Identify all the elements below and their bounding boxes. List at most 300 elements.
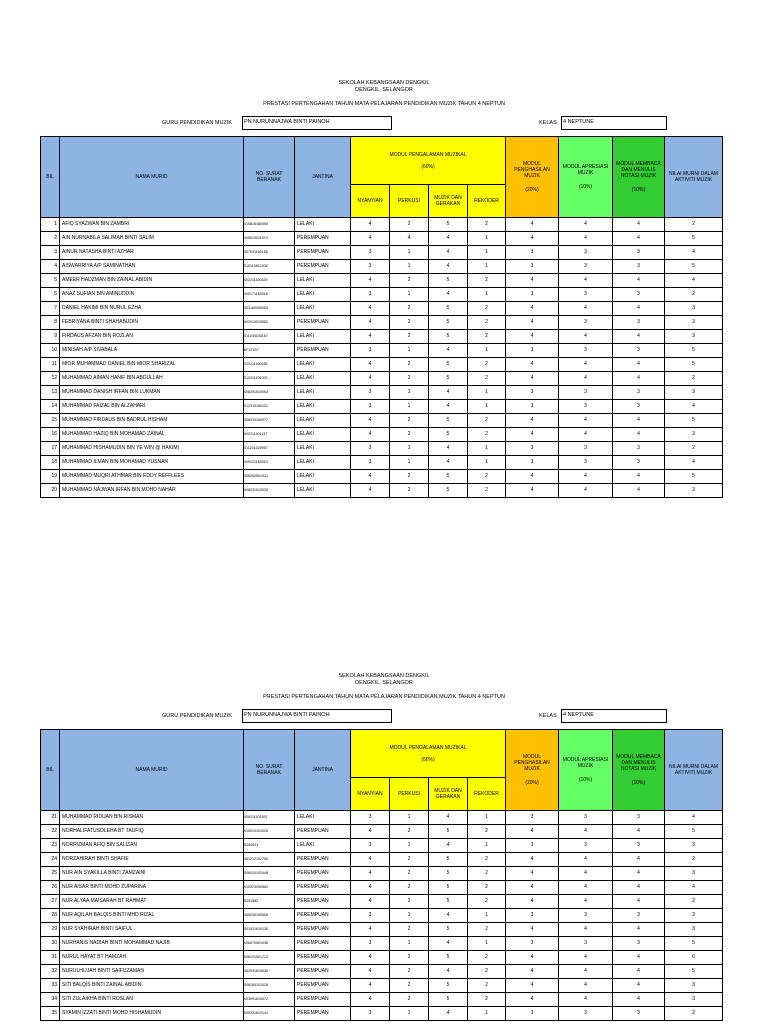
cell-notasi: 3 — [613, 386, 665, 400]
cell-apresiasi: 4 — [559, 923, 613, 937]
cell-apresiasi: 3 — [559, 937, 613, 951]
cell-nama: MUHAMMAD AIMAN HANIF BIN ABDULLAH — [60, 372, 244, 386]
cell-muzik-gerakan: 5 — [429, 218, 468, 232]
modul-apresiasi-title: MODUL APRESIASI MUZIK — [562, 164, 609, 176]
cell-rekoder: 2 — [468, 979, 506, 993]
cell-perkusi: 2 — [390, 330, 429, 344]
cell-bil: 14 — [41, 400, 60, 414]
col-nyanyian: NYANYIAN — [351, 185, 390, 218]
cell-perkusi: 2 — [390, 853, 429, 867]
cell-penghasilan: 4 — [506, 993, 559, 1007]
cell-muzik-gerakan: 4 — [429, 288, 468, 302]
col-bil: BIL — [41, 137, 60, 218]
cell-notasi: 3 — [613, 400, 665, 414]
cell-notasi: 4 — [613, 484, 665, 498]
cell-notasi: 4 — [613, 414, 665, 428]
cell-jantina: PEREMPUAN — [295, 923, 351, 937]
table-row — [41, 358, 723, 372]
col-modul-penghasilan — [506, 730, 559, 811]
cell-nyanyian: 4 — [351, 853, 390, 867]
cell-nyanyian: 4 — [351, 825, 390, 839]
cell-surat: 010816160059 — [244, 218, 295, 232]
cell-nilai: 2 — [665, 895, 723, 909]
cell-penghasilan: 4 — [506, 951, 559, 965]
col-nama: NAMA MURID — [60, 730, 244, 811]
cell-perkusi: 1 — [390, 386, 429, 400]
cell-perkusi: 1 — [390, 937, 429, 951]
cell-surat: 006101501713 — [244, 951, 295, 965]
cell-jantina: PEREMPUAN — [295, 951, 351, 965]
cell-nilai: 6 — [665, 951, 723, 965]
cell-perkusi: 1 — [390, 288, 429, 302]
cell-nama: MUHAMMAD HISHAMUDIN BIN YE WIN @ HAKIMI — [60, 442, 244, 456]
cell-notasi: 3 — [613, 937, 665, 951]
cell-perkusi: 2 — [390, 993, 429, 1007]
table-row — [41, 260, 723, 274]
cell-muzik-gerakan: 5 — [429, 993, 468, 1007]
table-row — [41, 232, 723, 246]
cell-nyanyian: 4 — [351, 372, 390, 386]
cell-rekoder: 2 — [468, 867, 506, 881]
cell-muzik-gerakan: 5 — [429, 867, 468, 881]
cell-penghasilan: 4 — [506, 895, 559, 909]
cell-apresiasi: 4 — [559, 979, 613, 993]
cell-nyanyian: 4 — [351, 358, 390, 372]
cell-nyanyian: 3 — [351, 246, 390, 260]
cell-nilai: 4 — [665, 881, 723, 895]
col-surat: NO. SURAT BERANAK — [244, 137, 295, 218]
col-modul-apresiasi — [559, 730, 613, 811]
cell-apresiasi: 4 — [559, 853, 613, 867]
cell-notasi: 4 — [613, 951, 665, 965]
cell-surat: 009211101557 — [244, 811, 295, 825]
table-row — [41, 386, 723, 400]
table-row — [41, 909, 723, 923]
cell-apresiasi: 4 — [559, 358, 613, 372]
cell-perkusi: 2 — [390, 881, 429, 895]
cell-surat: 009121160013 — [244, 456, 295, 470]
cell-surat: 008180101028 — [244, 979, 295, 993]
cell-jantina: LELAKI — [295, 442, 351, 456]
cell-bil: 17 — [41, 442, 60, 456]
cell-perkusi: 2 — [390, 358, 429, 372]
cell-nilai: 5 — [665, 232, 723, 246]
class-field[interactable]: 4 NEPTUNE — [561, 116, 667, 130]
cell-bil: 15 — [41, 414, 60, 428]
cell-rekoder: 1 — [468, 937, 506, 951]
cell-perkusi: 2 — [390, 316, 429, 330]
cell-nyanyian: 4 — [351, 484, 390, 498]
col-jantina: JANTINA — [295, 137, 351, 218]
cell-penghasilan: 3 — [506, 1007, 559, 1021]
cell-surat: 011241025957 — [244, 442, 295, 456]
score-table — [40, 729, 723, 1021]
cell-penghasilan: 4 — [506, 358, 559, 372]
cell-notasi: 4 — [613, 825, 665, 839]
cell-apresiasi: 4 — [559, 330, 613, 344]
cell-nilai: 5 — [665, 260, 723, 274]
cell-bil: 26 — [41, 881, 60, 895]
cell-surat: 012310160101 — [244, 400, 295, 414]
table-row — [41, 330, 723, 344]
cell-nyanyian: 4 — [351, 965, 390, 979]
teacher-field[interactable]: PN NURUNNAJWA BINTI PAINOH — [242, 709, 392, 723]
cell-jantina: LELAKI — [295, 456, 351, 470]
cell-nilai: 3 — [665, 839, 723, 853]
cell-penghasilan: 4 — [506, 372, 559, 386]
cell-nilai: 2 — [665, 288, 723, 302]
cell-penghasilan: 4 — [506, 274, 559, 288]
cell-nilai: 5 — [665, 344, 723, 358]
table-row — [41, 825, 723, 839]
col-modul-pengalaman — [351, 137, 506, 185]
cell-apresiasi: 4 — [559, 232, 613, 246]
cell-notasi: 4 — [613, 965, 665, 979]
table-row — [41, 951, 723, 965]
teacher-field[interactable]: PN NURUNNAJWA BINTI PAINOH — [242, 116, 392, 130]
cell-notasi: 3 — [613, 344, 665, 358]
cell-nama: SITI ZULAIKHA BINTI ROSLAN — [60, 993, 244, 1007]
table-row — [41, 414, 723, 428]
cell-muzik-gerakan: 4 — [429, 232, 468, 246]
cell-nama: NORZAHIRAH BINTI SHAFIE — [60, 853, 244, 867]
cell-surat: 002010015952 — [244, 316, 295, 330]
cell-nama: NORRIZMAN AFIQ BIN SALIZAN — [60, 839, 244, 853]
col-nama: NAMA MURID — [60, 137, 244, 218]
cell-jantina: PEREMPUAN — [295, 232, 351, 246]
cell-bil: 29 — [41, 923, 60, 937]
cell-nyanyian: 4 — [351, 316, 390, 330]
cell-rekoder: 1 — [468, 260, 506, 274]
cell-penghasilan: 3 — [506, 442, 559, 456]
cell-notasi: 3 — [613, 442, 665, 456]
cell-nyanyian: 4 — [351, 867, 390, 881]
cell-jantina: PEREMPUAN — [295, 316, 351, 330]
cell-muzik-gerakan: 4 — [429, 456, 468, 470]
cell-muzik-gerakan: 5 — [429, 825, 468, 839]
cell-rekoder: 1 — [468, 246, 506, 260]
cell-nilai: 5 — [665, 937, 723, 951]
col-nilai: NILAI MURNI DALAM AKTIVITI MUZIK — [665, 730, 723, 811]
cell-nama: SITI BALQIS BINTI ZAINAL ABIDIN — [60, 979, 244, 993]
cell-bil: 4 — [41, 260, 60, 274]
cell-rekoder: 2 — [468, 895, 506, 909]
cell-nama: FIRDAUS AFZAN BIN ROZLAN — [60, 330, 244, 344]
cell-rekoder: 1 — [468, 456, 506, 470]
cell-nama: AIN NURNABILA SALIMAH BINTI SALIM — [60, 232, 244, 246]
cell-nyanyian: 3 — [351, 909, 390, 923]
cell-nyanyian: 4 — [351, 302, 390, 316]
cell-bil: 13 — [41, 386, 60, 400]
cell-notasi: 4 — [613, 853, 665, 867]
cell-notasi: 4 — [613, 302, 665, 316]
cell-jantina: PEREMPUAN — [295, 979, 351, 993]
table-row — [41, 1007, 723, 1021]
cell-nama: MUHAMMAD ILMAN BIN MOHAMAD YUSNAN — [60, 456, 244, 470]
cell-rekoder: 2 — [468, 218, 506, 232]
cell-notasi: 4 — [613, 274, 665, 288]
cell-rekoder: 1 — [468, 1007, 506, 1021]
cell-surat: 010311101093 — [244, 372, 295, 386]
cell-perkusi: 1 — [390, 1007, 429, 1021]
cell-jantina: PEREMPUAN — [295, 881, 351, 895]
cell-nama: NUR ALYAA MAISARAH BT RAHMAT — [60, 895, 244, 909]
cell-jantina: PEREMPUAN — [295, 853, 351, 867]
table-row — [41, 867, 723, 881]
cell-apresiasi: 4 — [559, 274, 613, 288]
cell-muzik-gerakan: 4 — [429, 909, 468, 923]
cell-surat: 005030100608 — [244, 909, 295, 923]
cell-jantina: LELAKI — [295, 218, 351, 232]
cell-apresiasi: 4 — [559, 428, 613, 442]
teacher-label: GURU PENDIDIKAN MUZIK — [162, 120, 232, 126]
cell-perkusi: 2 — [390, 484, 429, 498]
cell-penghasilan: 4 — [506, 965, 559, 979]
cell-notasi: 3 — [613, 811, 665, 825]
cell-penghasilan: 3 — [506, 386, 559, 400]
cell-muzik-gerakan: 4 — [429, 260, 468, 274]
cell-nyanyian: 4 — [351, 923, 390, 937]
cell-surat: BJ60921 — [244, 839, 295, 853]
cell-nama: ANAZ SUFIAN BIN AMINUDDIN — [60, 288, 244, 302]
modul-penghasilan-title: MODUL PENGHASILAN MUZIK — [514, 754, 550, 772]
modul-apresiasi-pct: (10%) — [578, 184, 593, 190]
cell-nilai: 5 — [665, 358, 723, 372]
cell-muzik-gerakan: 5 — [429, 358, 468, 372]
cell-nyanyian: 3 — [351, 456, 390, 470]
cell-muzik-gerakan: 5 — [429, 372, 468, 386]
cell-surat: 010023050562 — [244, 881, 295, 895]
cell-notasi: 4 — [613, 470, 665, 484]
cell-apresiasi: 3 — [559, 400, 613, 414]
cell-notasi: 4 — [613, 232, 665, 246]
cell-nilai: 4 — [665, 456, 723, 470]
cell-nyanyian: 4 — [351, 232, 390, 246]
cell-muzik-gerakan: 4 — [429, 442, 468, 456]
col-surat: NO. SURAT BERANAK — [244, 730, 295, 811]
cell-penghasilan: 4 — [506, 825, 559, 839]
cell-perkusi: 2 — [390, 965, 429, 979]
cell-nyanyian: 4 — [351, 470, 390, 484]
cell-notasi: 4 — [613, 330, 665, 344]
modul-penghasilan-pct: (20%) — [525, 187, 539, 193]
cell-bil: 35 — [41, 1007, 60, 1021]
cell-perkusi: 1 — [390, 839, 429, 853]
cell-rekoder: 2 — [468, 965, 506, 979]
cell-rekoder: 2 — [468, 923, 506, 937]
cell-apresiasi: 4 — [559, 470, 613, 484]
cell-apresiasi: 3 — [559, 909, 613, 923]
class-field[interactable]: 4 NEPTUNE — [561, 709, 667, 723]
cell-notasi: 4 — [613, 979, 665, 993]
cell-perkusi: 2 — [390, 274, 429, 288]
cell-rekoder: 2 — [468, 330, 506, 344]
cell-jantina: LELAKI — [295, 428, 351, 442]
cell-notasi: 3 — [613, 1007, 665, 1021]
cell-notasi: 4 — [613, 867, 665, 881]
cell-penghasilan: 3 — [506, 344, 559, 358]
cell-apresiasi: 3 — [559, 316, 613, 330]
cell-jantina: LELAKI — [295, 358, 351, 372]
col-nilai: NILAI MURNI DALAM AKTIVITI MUZIK — [665, 137, 723, 218]
cell-nilai: 3 — [665, 386, 723, 400]
cell-bil: 6 — [41, 288, 60, 302]
cell-muzik-gerakan: 5 — [429, 979, 468, 993]
table-row — [41, 428, 723, 442]
cell-bil: 2 — [41, 232, 60, 246]
cell-penghasilan: 4 — [506, 218, 559, 232]
cell-muzik-gerakan: 5 — [429, 484, 468, 498]
cell-nilai: 3 — [665, 979, 723, 993]
cell-nilai: 4 — [665, 811, 723, 825]
school-name: SEKOLAH KEBANGSAAN DENGKIL — [338, 673, 430, 679]
cell-bil: 32 — [41, 965, 60, 979]
cell-nama: NORHALIFATUSOLEHA BT TAUFIQ — [60, 825, 244, 839]
cell-apresiasi: 4 — [559, 414, 613, 428]
table-row — [41, 470, 723, 484]
cell-penghasilan: 4 — [506, 414, 559, 428]
cell-nyanyian: 3 — [351, 386, 390, 400]
cell-perkusi: 2 — [390, 923, 429, 937]
cell-muzik-gerakan: 5 — [429, 330, 468, 344]
cell-notasi: 3 — [613, 839, 665, 853]
cell-rekoder: 1 — [468, 288, 506, 302]
cell-muzik-gerakan: 4 — [429, 386, 468, 400]
cell-nama: MUHAMMAD FAIZAL BIN ALZAHARI — [60, 400, 244, 414]
cell-bil: 1 — [41, 218, 60, 232]
table-row — [41, 372, 723, 386]
cell-nyanyian: 4 — [351, 881, 390, 895]
table-row — [41, 484, 723, 498]
cell-rekoder: 2 — [468, 470, 506, 484]
cell-penghasilan: 3 — [506, 246, 559, 260]
cell-apresiasi: 3 — [559, 442, 613, 456]
cell-muzik-gerakan: 4 — [429, 965, 468, 979]
cell-notasi: 4 — [613, 358, 665, 372]
col-perkusi: PERKUSI — [390, 185, 429, 218]
cell-jantina: PEREMPUAN — [295, 993, 351, 1007]
cell-nama: MUHAMMAD DANISH IRFAN BIN LUKMAN — [60, 386, 244, 400]
cell-apresiasi: 3 — [559, 386, 613, 400]
cell-bil: 18 — [41, 456, 60, 470]
cell-jantina: LELAKI — [295, 288, 351, 302]
modul-pengalaman-pct: (60%) — [421, 756, 435, 763]
cell-notasi: 4 — [613, 923, 665, 937]
cell-nyanyian: 3 — [351, 1007, 390, 1021]
col-modul-apresiasi — [559, 137, 613, 218]
cell-apresiasi: 3 — [559, 811, 613, 825]
cell-perkusi: 2 — [390, 825, 429, 839]
cell-surat: 006260501031 — [244, 470, 295, 484]
cell-apresiasi: 3 — [559, 260, 613, 274]
cell-perkusi: 1 — [390, 442, 429, 456]
cell-rekoder: 2 — [468, 853, 506, 867]
cell-penghasilan: 4 — [506, 923, 559, 937]
cell-jantina: PEREMPUAN — [295, 895, 351, 909]
cell-perkusi: 1 — [390, 811, 429, 825]
cell-notasi: 3 — [613, 246, 665, 260]
cell-rekoder: 2 — [468, 358, 506, 372]
cell-penghasilan: 4 — [506, 330, 559, 344]
cell-nama: MUHAMMAD HAZIQ BIN MOHAMAD ZAINAL — [60, 428, 244, 442]
cell-nilai: 3 — [665, 428, 723, 442]
cell-bil: 8 — [41, 316, 60, 330]
modul-notasi-pct: (10%) — [631, 780, 646, 786]
cell-rekoder: 1 — [468, 386, 506, 400]
cell-nama: MUHAMMAD RIDUAN BIN RISMAN — [60, 811, 244, 825]
cell-apresiasi: 3 — [559, 344, 613, 358]
col-muzik-gerakan: MUZIK DAN GERAKAN — [429, 778, 468, 811]
cell-bil: 28 — [41, 909, 60, 923]
cell-rekoder: 1 — [468, 344, 506, 358]
cell-nama: FEBRIYANA BINTI SHAHABUDIN — [60, 316, 244, 330]
table-row — [41, 302, 723, 316]
col-rekoder: REKODER — [468, 185, 506, 218]
cell-jantina: LELAKI — [295, 302, 351, 316]
cell-apresiasi: 3 — [559, 839, 613, 853]
cell-jantina: PEREMPUAN — [295, 909, 351, 923]
cell-nilai: 2 — [665, 442, 723, 456]
cell-jantina: LELAKI — [295, 372, 351, 386]
cell-nyanyian: 4 — [351, 414, 390, 428]
cell-muzik-gerakan: 4 — [429, 400, 468, 414]
cell-bil: 34 — [41, 993, 60, 1007]
cell-nilai: 2 — [665, 372, 723, 386]
cell-notasi: 3 — [613, 288, 665, 302]
cell-nyanyian: 4 — [351, 993, 390, 1007]
cell-penghasilan: 3 — [506, 937, 559, 951]
cell-nilai: 3 — [665, 330, 723, 344]
cell-bil: 33 — [41, 979, 60, 993]
cell-surat: 010010101026 — [244, 825, 295, 839]
cell-nilai: 3 — [665, 316, 723, 330]
cell-rekoder: 2 — [468, 484, 506, 498]
cell-nilai: 5 — [665, 965, 723, 979]
col-modul-penghasilan — [506, 137, 559, 218]
cell-muzik-gerakan: 5 — [429, 470, 468, 484]
table-row — [41, 993, 723, 1007]
cell-apresiasi: 4 — [559, 867, 613, 881]
cell-bil: 19 — [41, 470, 60, 484]
cell-nilai: 4 — [665, 400, 723, 414]
cell-muzik-gerakan: 5 — [429, 302, 468, 316]
cell-perkusi: 4 — [390, 232, 429, 246]
cell-apresiasi: 3 — [559, 1007, 613, 1021]
cell-muzik-gerakan: 4 — [429, 937, 468, 951]
cell-rekoder: 2 — [468, 274, 506, 288]
cell-surat: 001212102706 — [244, 853, 295, 867]
cell-surat: 002031810536 — [244, 965, 295, 979]
cell-surat: 008291610063 — [244, 386, 295, 400]
cell-notasi: 3 — [613, 456, 665, 470]
cell-nilai: 5 — [665, 414, 723, 428]
cell-bil: 31 — [41, 951, 60, 965]
cell-notasi: 4 — [613, 218, 665, 232]
col-modul-notasi — [613, 137, 665, 218]
cell-rekoder: 2 — [468, 993, 506, 1007]
modul-notasi-title: MODUL MEMBACA DAN MENULIS NOTASI MUZIK — [616, 161, 661, 179]
cell-perkusi: 1 — [390, 260, 429, 274]
cell-nilai: 2 — [665, 218, 723, 232]
modul-pengalaman-pct: (60%) — [421, 163, 435, 170]
cell-bil: 5 — [41, 274, 60, 288]
cell-muzik-gerakan: 4 — [429, 246, 468, 260]
cell-surat: 008031610039 — [244, 484, 295, 498]
cell-surat: 010110811208 — [244, 260, 295, 274]
cell-bil: 21 — [41, 811, 60, 825]
cell-bil: 25 — [41, 867, 60, 881]
cell-penghasilan: 4 — [506, 470, 559, 484]
